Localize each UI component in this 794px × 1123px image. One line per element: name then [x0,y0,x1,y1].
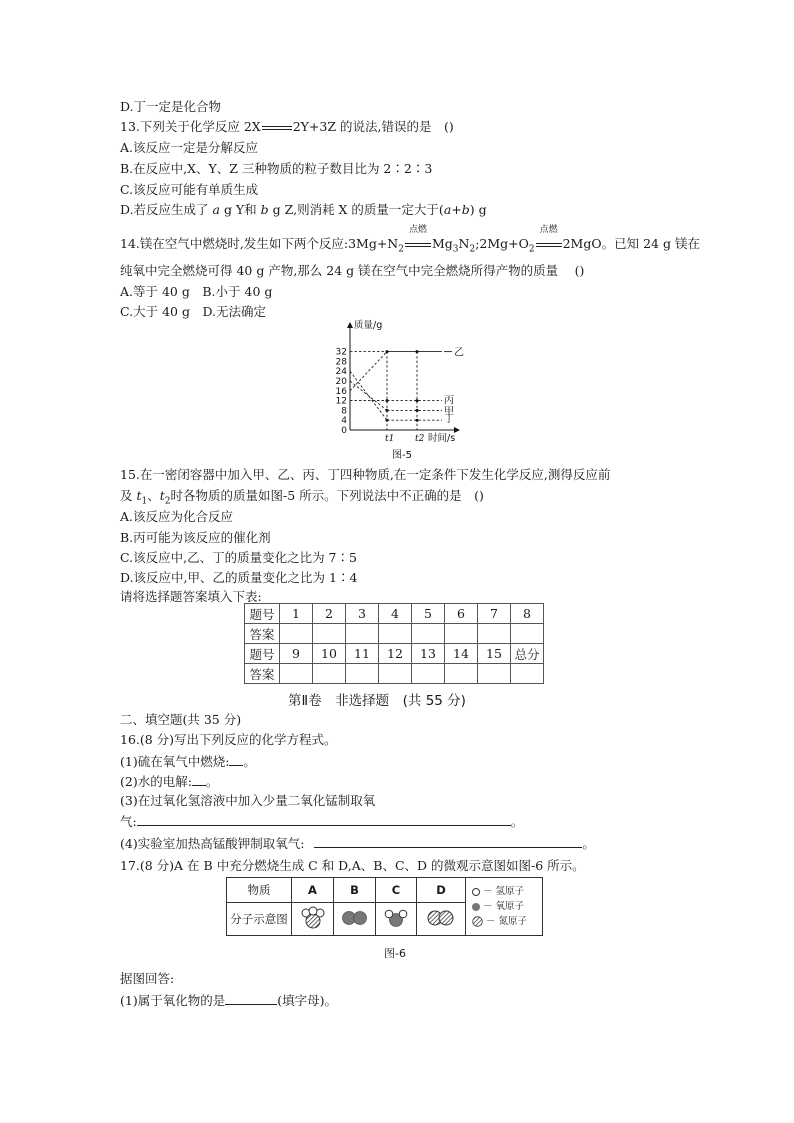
answer-cell[interactable] [412,664,445,684]
q16-stem: 16.(8 分)写出下列反应的化学方程式。 [120,732,337,747]
series-point-丁 [416,419,419,422]
answer-table-row [245,664,544,684]
question-number-cell: 1 [280,604,313,624]
water-molecule-icon [382,906,410,930]
q15-line2 [120,487,484,511]
answer-table-row [245,604,544,624]
q13-d-mid2: g Z,则消耗 X 的质量一定大于( [268,202,444,217]
q13-d-pre: D.若反应生成了 [120,202,213,217]
question-number-cell: 4 [379,604,412,624]
q13-d-mid1: g Y和 [219,202,261,217]
q16-p2-label: (2)水的电解: [120,774,192,789]
y-tick-label: 16 [335,386,347,397]
q13-d-var-b: b [260,202,269,217]
question-number-cell: 9 [280,644,313,664]
oxygen-atom-icon [472,903,480,911]
answer-blank[interactable] [314,834,582,848]
answer-blank[interactable] [192,772,206,786]
q15-option-d: D.该反应中,甲、乙的质量变化之比为 1∶4 [120,570,358,585]
question-number-cell: 3 [346,604,379,624]
q16-part3: (3)在过氧化氢溶液中加入少量二氧化锰制取氧 [120,793,376,808]
q14-l1-post: 2MgO。已知 24 g 镁在 [562,236,700,251]
question-number-cell: 6 [445,604,478,624]
y-tick-label: 20 [335,377,347,387]
q14-sub: 2 [528,244,535,255]
x-tick-label: t2 [415,434,425,444]
answer-blank[interactable] [225,991,277,1005]
legend-nitrogen [472,914,542,929]
q14-options-cd: C.大于 40 g D.无法确定 [120,304,266,319]
q16-p1-label: (1)硫在氧气中燃烧: [120,754,230,769]
q13-stem-pre: 13.下列关于化学反应 2X [120,119,261,134]
molecule-d-cell [417,903,466,936]
question-number-cell: 13 [412,644,445,664]
question-number-cell: 12 [379,644,412,664]
y-tick-label: 28 [335,357,347,368]
q16-p3b-label: 气: [120,814,137,829]
q17-p1-label: (1)属于氧化物的是 [120,993,226,1008]
series-point-丙 [416,399,419,402]
condition-label: 点燃 [408,225,427,235]
answer-cell[interactable] [478,664,511,684]
series-label-丁: 丁 [444,414,454,426]
answer-table-row [245,624,544,644]
question-number-cell: 5 [412,604,445,624]
q13-stem [120,118,454,135]
legend-oxygen [472,899,542,914]
answer-cell[interactable] [313,624,346,644]
q14-l1-mid: Mg [431,236,453,251]
answer-cell[interactable] [511,664,544,684]
q15-t2-sub: 2 [164,496,171,507]
q15-l2-post: 时各物质的质量如图-5 所示。下列说法中不正确的是 () [170,488,484,503]
y-tick-label: 4 [341,416,347,427]
hydrogen-atom-icon [472,888,480,896]
nitrogen-atom-icon [472,916,483,927]
q15-t2: t [159,488,165,503]
x-tick-label: t1 [385,434,395,444]
legend-nitrogen-label: － 氮原子 [486,916,528,927]
series-point-乙 [416,350,419,353]
answer-cell[interactable] [313,664,346,684]
q15-l2-pre: 及 [120,488,137,503]
answer-cell[interactable] [511,624,544,644]
answer-cell[interactable] [379,664,412,684]
y-axis-arrow-icon [347,322,353,328]
q15-t1-sub: 1 [141,496,148,507]
question-number-cell: 10 [313,644,346,664]
answer-cell[interactable] [379,624,412,644]
period: 。 [205,774,219,789]
answer-table [244,603,544,684]
question-number-cell: 11 [346,644,379,664]
question-number-cell: 总分 [511,644,544,664]
equal-sign [262,118,292,135]
q13-stem-post: 2Y+3Z 的说法,错误的是 () [292,119,454,134]
q13-option-b: B.在反应中,X、Y、Z 三种物质的粒子数目比为 2∶2∶3 [120,161,433,176]
q17-p1-post: (填字母)。 [277,993,337,1008]
figure-5-caption: 图-5 [392,450,412,461]
q17-stem: 17.(8 分)A 在 B 中充分燃烧生成 C 和 D,A、B、C、D 的微观示意图如图-6 所示。 [120,858,585,873]
series-point-甲 [386,409,389,412]
answer-table-row [245,644,544,664]
mol-header-a: A [292,878,334,903]
answer-cell[interactable] [346,664,379,684]
molecule-table [226,877,543,936]
y-tick-label: 12 [335,396,347,407]
mol-row-label: 分子示意图 [227,903,292,936]
series-label-乙: 乙 [454,347,464,359]
q13-d-var-a: a [212,202,220,217]
figure-6-caption: 图-6 [384,947,406,960]
oxygen-molecule-icon [340,907,370,929]
q16-part2 [120,772,218,790]
nitrogen-molecule-icon [424,907,458,929]
period: 。 [582,836,595,851]
q16-part4 [120,834,595,852]
answer-table-header-cell: 答案 [245,624,280,644]
series-label-丙: 丙 [444,395,454,407]
answer-cell[interactable] [280,624,313,644]
question-number-cell: 8 [511,604,544,624]
q13-option-c: C.该反应可能有单质生成 [120,182,259,197]
answer-table-header-cell: 题号 [245,604,280,624]
q14-l1-mid2: N [458,236,470,251]
q15-option-c: C.该反应中,乙、丁的质量变化之比为 7∶5 [120,550,357,565]
y-axis-label: 质量/g [354,320,383,331]
y-tick-label: 0 [341,426,347,436]
q15-line1: 15.在一密闭容器中加入甲、乙、丙、丁四种物质,在一定条件下发生化学反应,测得反应前 [120,467,611,482]
answer-table-header-cell: 答案 [245,664,280,684]
question-number-cell: 14 [445,644,478,664]
q15-option-b: B.丙可能为该反应的催化剂 [120,530,271,545]
q16-part1 [120,752,256,770]
q14-sub: 3 [452,244,459,255]
period: 。 [510,814,524,829]
q17-answer-intro: 据图回答: [120,971,175,986]
molecule-c-cell [376,903,417,936]
reaction-arrow [536,225,562,252]
mass-time-chart [330,318,480,462]
legend-hydrogen [472,884,542,899]
answer-cell[interactable] [445,624,478,644]
atom-legend [466,878,543,936]
y-tick-label: 32 [335,347,347,358]
q17-part1 [120,991,337,1009]
y-tick-label: 8 [341,406,347,417]
series-point-丁 [386,419,389,422]
y-tick-label: 24 [335,367,347,378]
question-number-cell: 2 [313,604,346,624]
q14-options-ab: A.等于 40 g B.小于 40 g [120,284,273,299]
q14-line1 [120,225,700,259]
mol-header-c: C [376,878,417,903]
question-number-cell: 15 [478,644,511,664]
q15-comma: 、 [147,488,160,503]
reaction-arrow [405,225,431,252]
q14-sub: 2 [469,244,476,255]
answer-blank[interactable] [137,812,511,826]
series-line-甲 [350,381,387,410]
answer-cell[interactable] [478,624,511,644]
q15-option-a: A.该反应为化合反应 [120,509,234,524]
q13-option-d [120,201,487,218]
mol-header-substance: 物质 [227,878,292,903]
q14-line2: 纯氧中完全燃烧可得 40 g 产物,那么 24 g 镁在空气中完全燃烧所得产物的质量 () [120,263,585,278]
period: 。 [243,754,256,769]
q16-p4-label: (4)实验室加热高锰酸钾制取氧气: [120,836,305,851]
mol-header-b: B [334,878,376,903]
q14-l1-mid3: ;2Mg+O [475,236,529,251]
legend-oxygen-label: － 氧原子 [483,901,525,912]
x-axis-label: 时间/s [428,433,456,444]
q16-part3-cont [120,812,523,830]
answer-cell[interactable] [445,664,478,684]
q15-t1: t [136,488,142,503]
q13-d-post: ) g [469,202,487,217]
molecule-b-cell [334,903,376,936]
q14-l1-pre: 14.镁在空气中燃烧时,发生如下两个反应:3Mg+N [120,236,399,251]
condition-label: 点燃 [539,225,558,235]
series-label-甲: 甲 [444,406,454,418]
q13-option-a: A.该反应一定是分解反应 [120,140,259,155]
question-number-cell: 7 [478,604,511,624]
section-2-title: 第Ⅱ卷 非选择题 (共 55 分) [288,693,466,709]
answer-table-intro: 请将选择题答案填入下表: [120,589,262,604]
q14-sub: 2 [398,244,404,255]
q12-option-d: D.丁一定是化合物 [120,99,222,114]
part2-heading: 二、填空题(共 35 分) [120,712,242,727]
answer-cell[interactable] [346,624,379,644]
q13-d-var-ab: a+b [443,202,470,217]
answer-blank[interactable] [229,752,243,766]
ammonia-molecule-icon [298,906,328,930]
legend-hydrogen-label: － 氢原子 [483,886,525,897]
answer-table-header-cell: 题号 [245,644,280,664]
answer-cell[interactable] [280,664,313,684]
mol-header-d: D [417,878,466,903]
series-point-甲 [416,409,419,412]
molecule-a-cell [292,903,334,936]
answer-cell[interactable] [412,624,445,644]
